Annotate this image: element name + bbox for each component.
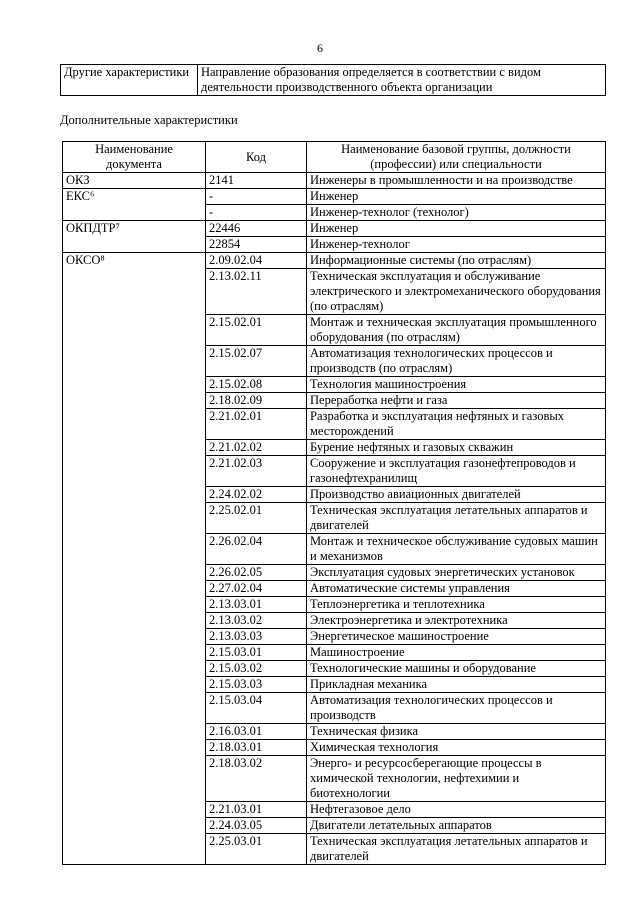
code-cell: 2.25.03.01 [206, 834, 307, 865]
table-row [61, 65, 606, 96]
code-cell: - [206, 205, 307, 221]
specialty-name-cell: Техническая физика [307, 724, 606, 740]
table-body [63, 173, 606, 865]
specialty-name-cell: Техническая эксплуатация и обслуживание электрического и электромеханического оборудования (по отраслям) [307, 269, 606, 315]
code-cell: 2.15.02.07 [206, 346, 307, 377]
other-characteristics-label: Другие характеристики [61, 65, 198, 96]
table-row [63, 189, 606, 205]
specialty-name-cell: Инженер [307, 221, 606, 237]
code-cell: 2.15.02.01 [206, 315, 307, 346]
code-cell: 2.15.03.01 [206, 645, 307, 661]
other-characteristics-table [60, 64, 606, 96]
code-cell: 22446 [206, 221, 307, 237]
section-heading: Дополнительные характеристики [60, 113, 238, 127]
specialty-name-cell: Автоматические системы управления [307, 581, 606, 597]
specialty-name-cell: Химическая технология [307, 740, 606, 756]
code-cell: 2.21.02.01 [206, 409, 307, 440]
specialty-name-cell: Инженеры в промышленности и на производстве [307, 173, 606, 189]
document-name-cell: ЕКС⁶ [63, 189, 206, 221]
table-row [63, 173, 606, 189]
code-cell: 2.25.02.01 [206, 503, 307, 534]
code-cell: 2.09.02.04 [206, 253, 307, 269]
specialty-name-cell: Монтаж и техническое обслуживание судовых машин и механизмов [307, 534, 606, 565]
document-name-cell: ОКСО⁸ [63, 253, 206, 865]
code-cell: 2.15.03.02 [206, 661, 307, 677]
code-cell: 2.24.02.02 [206, 487, 307, 503]
specialty-name-cell: Нефтегазовое дело [307, 802, 606, 818]
specialty-name-cell: Автоматизация технологических процессов и производств (по отраслям) [307, 346, 606, 377]
code-cell: 2.18.02.09 [206, 393, 307, 409]
document-name-cell: ОКПДТР⁷ [63, 221, 206, 253]
document-name-cell: ОКЗ [63, 173, 206, 189]
code-cell: 2141 [206, 173, 307, 189]
specialty-name-cell: Информационные системы (по отраслям) [307, 253, 606, 269]
specialty-name-cell: Автоматизация технологических процессов и производств [307, 693, 606, 724]
additional-characteristics-table [62, 141, 606, 865]
specialty-name-cell: Техническая эксплуатация летательных аппаратов и двигателей [307, 503, 606, 534]
table-row [63, 253, 606, 269]
code-cell: 2.16.03.01 [206, 724, 307, 740]
specialty-name-cell: Двигатели летательных аппаратов [307, 818, 606, 834]
specialty-name-cell: Технология машиностроения [307, 377, 606, 393]
code-cell: 2.18.03.01 [206, 740, 307, 756]
specialty-name-cell: Инженер-технолог (технолог) [307, 205, 606, 221]
code-cell: 2.15.03.04 [206, 693, 307, 724]
specialty-name-cell: Производство авиационных двигателей [307, 487, 606, 503]
specialty-name-cell: Прикладная механика [307, 677, 606, 693]
code-cell: 2.27.02.04 [206, 581, 307, 597]
specialty-name-cell: Инженер [307, 189, 606, 205]
specialty-name-cell: Монтаж и техническая эксплуатация промышленного оборудования (по отраслям) [307, 315, 606, 346]
specialty-name-cell: Сооружение и эксплуатация газонефтепроводов и газонефтехранилищ [307, 456, 606, 487]
header-name: Наименование базовой группы, должности (профессии) или специальности [307, 142, 606, 173]
specialty-name-cell: Энерго- и ресурсосберегающие процессы в химической технологии, нефтехимии и биотехнологии [307, 756, 606, 802]
table-row [63, 221, 606, 237]
specialty-name-cell: Техническая эксплуатация летательных аппаратов и двигателей [307, 834, 606, 865]
specialty-name-cell: Инженер-технолог [307, 237, 606, 253]
table-header-row [63, 142, 606, 173]
specialty-name-cell: Эксплуатация судовых энергетических установок [307, 565, 606, 581]
code-cell: 2.15.03.03 [206, 677, 307, 693]
header-doc: Наименование документа [63, 142, 206, 173]
code-cell: 2.21.02.03 [206, 456, 307, 487]
specialty-name-cell: Разработка и эксплуатация нефтяных и газовых месторождений [307, 409, 606, 440]
code-cell: 2.24.03.05 [206, 818, 307, 834]
specialty-name-cell: Энергетическое машиностроение [307, 629, 606, 645]
code-cell: 2.18.03.02 [206, 756, 307, 802]
code-cell: 2.26.02.04 [206, 534, 307, 565]
code-cell: 22854 [206, 237, 307, 253]
specialty-name-cell: Переработка нефти и газа [307, 393, 606, 409]
other-characteristics-value: Направление образования определяется в соответствии с видом деятельности производственного объекта организации [198, 65, 606, 96]
code-cell: 2.13.03.03 [206, 629, 307, 645]
code-cell: - [206, 189, 307, 205]
specialty-name-cell: Машиностроение [307, 645, 606, 661]
code-cell: 2.26.02.05 [206, 565, 307, 581]
code-cell: 2.13.02.11 [206, 269, 307, 315]
specialty-name-cell: Технологические машины и оборудование [307, 661, 606, 677]
code-cell: 2.21.03.01 [206, 802, 307, 818]
code-cell: 2.15.02.08 [206, 377, 307, 393]
code-cell: 2.21.02.02 [206, 440, 307, 456]
specialty-name-cell: Электроэнергетика и электротехника [307, 613, 606, 629]
specialty-name-cell: Теплоэнергетика и теплотехника [307, 597, 606, 613]
header-code: Код [206, 142, 307, 173]
code-cell: 2.13.03.02 [206, 613, 307, 629]
page-number: 6 [317, 41, 323, 55]
code-cell: 2.13.03.01 [206, 597, 307, 613]
specialty-name-cell: Бурение нефтяных и газовых скважин [307, 440, 606, 456]
